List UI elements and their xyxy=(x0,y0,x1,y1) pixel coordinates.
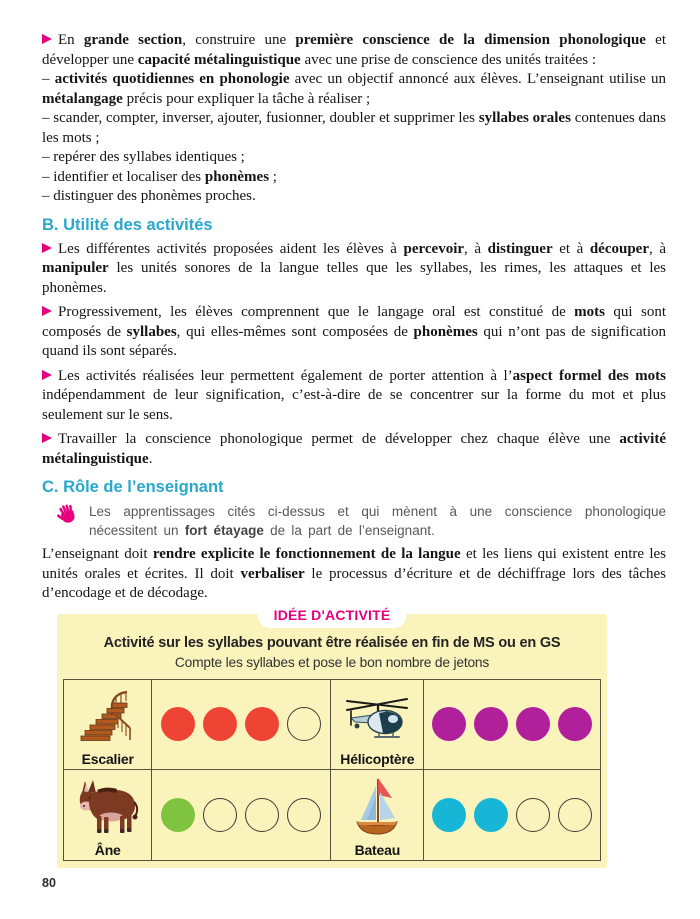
paragraph xyxy=(42,70,666,109)
paragraph xyxy=(42,240,666,299)
bateau-image xyxy=(354,773,400,842)
jetons-cell-ane xyxy=(152,770,331,860)
text-run: – scander, compter, inverser, ajouter, fusionner, doubler et supprimer les xyxy=(42,110,479,126)
bold-text-run: syllabes orales xyxy=(478,110,571,126)
jeton-empty xyxy=(558,798,592,832)
jeton-filled xyxy=(432,707,466,741)
jeton-filled xyxy=(245,707,279,741)
text-run: L’enseignant doit xyxy=(42,546,153,562)
text-run: En xyxy=(58,32,84,48)
animal-label: Âne xyxy=(94,841,121,858)
text-run: qui n’ont pas de signification quand ils sont séparés. xyxy=(42,323,667,359)
text-run: , construire une xyxy=(182,32,296,48)
bold-text-run: phonèmes xyxy=(413,323,478,340)
jeton-filled xyxy=(161,798,195,832)
bullet-arrow-icon xyxy=(42,370,52,380)
text-run: les unités sonores de la langue telles que les syllabes, les rimes, les attaques et les phonèmes. xyxy=(42,260,666,296)
page-number: 80 xyxy=(42,876,56,890)
jeton-empty xyxy=(287,798,321,832)
jeton-filled xyxy=(474,707,508,741)
jetons-cell-escalier xyxy=(152,680,331,770)
text-run: et développer une xyxy=(42,32,667,68)
text-run: et les liens qui existent entre les unités orales et écrites. Il doit xyxy=(42,546,666,582)
bullet-arrow-icon xyxy=(42,243,52,253)
animal-cell-ane xyxy=(64,770,152,860)
text-run: Les apprentissages cités ci-dessus et qui mènent à une conscience phonologique nécessitent un xyxy=(89,504,666,538)
hand-note xyxy=(56,502,666,540)
text-run: de la part de l’enseignant. xyxy=(263,523,435,538)
text-run: Les différentes activités proposées aident les élèves à xyxy=(58,240,404,257)
text-run: avec une prise de conscience des unités traitées : xyxy=(300,51,596,68)
activity-subtitle: Compte les syllabes et pose le bon nombre de jetons xyxy=(174,654,490,670)
text-run: – distinguer des phonèmes proches. xyxy=(42,188,256,204)
jeton-empty xyxy=(203,798,237,832)
bold-text-run: rendre explicite le fonctionnement de la langue xyxy=(152,546,461,562)
section-b-heading: B. Utilité des activités xyxy=(42,215,213,234)
animal-label: Escalier xyxy=(81,750,134,767)
hand-icon xyxy=(56,503,80,532)
bold-text-run: activités quotidiennes en phonologie xyxy=(54,71,290,87)
bold-text-run: fort étayage xyxy=(184,523,264,538)
paragraph xyxy=(42,168,666,188)
text-run: , à xyxy=(649,240,666,257)
syllable-table xyxy=(63,679,601,861)
text-run: qui sont composés de xyxy=(42,304,666,340)
bullet-arrow-icon xyxy=(42,433,52,443)
text-run: indépendamment de leur signification, c’est-à-dire de se concentrer sur la forme du mot et plus seulement sur le sens. xyxy=(42,387,666,423)
text-run: – xyxy=(42,71,55,87)
text-run: Progressivement, les élèves comprennent que le langage oral est constitué de xyxy=(58,304,575,320)
paragraph xyxy=(42,303,666,362)
bold-text-run: activité métalinguistique xyxy=(42,431,666,467)
section-b-paragraphs xyxy=(42,240,666,470)
paragraph xyxy=(42,148,666,168)
paragraph xyxy=(42,367,666,426)
jeton-filled xyxy=(161,707,195,741)
bold-text-run: grande section xyxy=(83,32,183,48)
section-c-heading: C. Rôle de l’enseignant xyxy=(42,478,224,496)
animal-cell-helicoptere xyxy=(331,680,424,770)
jeton-filled xyxy=(432,798,466,832)
jeton-empty xyxy=(287,707,321,741)
text-run: – identifier et localiser des xyxy=(42,168,205,185)
intro-paragraphs xyxy=(42,31,666,207)
animal-label: Hélicoptère xyxy=(340,750,415,767)
jeton-filled xyxy=(203,707,237,741)
closing-paragraph xyxy=(42,545,666,604)
bold-text-run: manipuler xyxy=(42,260,109,276)
ane-image xyxy=(77,773,139,842)
text-run: , à xyxy=(464,240,488,257)
bold-text-run: première conscience de la dimension phonologique xyxy=(295,32,646,48)
text-run: – repérer des syllabes identiques ; xyxy=(42,149,245,165)
text-run: avec un objectif annoncé aux élèves. L’enseignant utilise un xyxy=(289,71,666,87)
bold-text-run: syllabes xyxy=(126,323,177,340)
bold-text-run: verbaliser xyxy=(240,565,305,582)
bold-text-run: aspect formel des mots xyxy=(512,367,666,384)
activity-badge: IDÉE D'ACTIVITÉ xyxy=(258,602,407,628)
hand-note-text xyxy=(89,502,666,540)
jeton-filled xyxy=(474,798,508,832)
bold-text-run: phonèmes xyxy=(204,168,270,185)
helicoptere-image xyxy=(345,683,409,751)
paragraph xyxy=(42,109,666,148)
text-run: contenues dans les mots ; xyxy=(42,110,666,146)
bold-text-run: capacité métalinguistique xyxy=(137,51,301,68)
jetons-cell-bateau xyxy=(424,770,600,860)
jeton-filled xyxy=(516,707,550,741)
animal-cell-escalier xyxy=(64,680,152,770)
bold-text-run: métalangage xyxy=(42,90,123,107)
jeton-empty xyxy=(516,798,550,832)
bold-text-run: mots xyxy=(574,304,605,320)
bullet-arrow-icon xyxy=(42,34,52,44)
text-run: Les activités réalisées leur permettent également de porter attention à l’ xyxy=(58,367,513,384)
text-run: précis pour expliquer la tâche à réaliser ; xyxy=(122,90,371,107)
jeton-empty xyxy=(245,798,279,832)
animal-cell-bateau xyxy=(331,770,424,860)
animal-label: Bateau xyxy=(354,841,401,858)
bullet-arrow-icon xyxy=(42,306,52,316)
paragraph xyxy=(42,430,666,469)
text-run: . xyxy=(148,450,153,467)
paragraph xyxy=(42,31,666,70)
paragraph xyxy=(42,187,666,207)
bold-text-run: percevoir xyxy=(403,240,465,257)
text-run: le processus d’écriture et de déchiffrage lors des tâches d’encodage et de décodage. xyxy=(42,565,666,601)
activity-box xyxy=(57,606,607,868)
text-run: et à xyxy=(552,240,590,257)
bold-text-run: distinguer xyxy=(487,240,553,257)
text-run: , qui elles-mêmes sont composées de xyxy=(176,323,414,340)
jetons-cell-helicoptere xyxy=(424,680,600,770)
jeton-filled xyxy=(558,707,592,741)
activity-title: Activité sur les syllabes pouvant être réalisée en fin de MS ou en GS xyxy=(103,634,561,651)
text-run: Travailler la conscience phonologique permet de développer chez chaque élève une xyxy=(58,431,620,447)
text-run: ; xyxy=(269,168,277,185)
escalier-image xyxy=(78,683,138,751)
bold-text-run: découper xyxy=(589,240,649,257)
